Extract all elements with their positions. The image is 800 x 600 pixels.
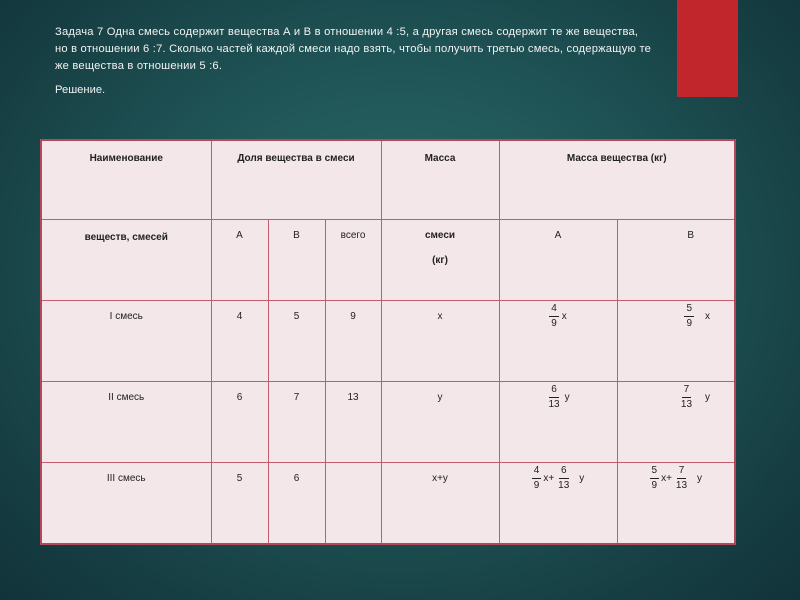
fraction (549, 303, 559, 330)
denominator: 13 (675, 480, 688, 491)
fraction (679, 384, 694, 411)
subheader-mix-mass (381, 220, 499, 301)
numerator: 6 (559, 465, 569, 479)
variable: x (705, 311, 711, 322)
variable: y (564, 392, 570, 403)
task-line-1: Задача 7 Одна смесь содержит вещества А и В в отношении 4 :5, а другая смесь содержит те же вещества, (55, 26, 639, 38)
numerator: 6 (549, 384, 559, 398)
row-name: II смесь (41, 382, 211, 463)
row-a: 5 (211, 463, 268, 545)
subheader-a: А (211, 220, 268, 301)
variable: y (697, 473, 703, 484)
table-row (41, 382, 735, 463)
row-mass: x (381, 301, 499, 382)
task-line-3: же вещества в отношении 5 :6. (55, 60, 223, 72)
row-total: 13 (325, 382, 381, 463)
row-name: III смесь (41, 463, 211, 545)
denominator: 9 (533, 480, 540, 491)
formula (500, 301, 617, 330)
formula (618, 382, 735, 411)
fraction (650, 465, 660, 492)
task-line-2: но в отношении 6 :7. Сколько частей каждой смеси надо взять, чтобы получить третью смесь, содержащую те (55, 43, 652, 55)
row-b: 6 (268, 463, 325, 545)
fraction (532, 465, 542, 492)
numerator: 4 (549, 303, 559, 317)
row-mass-a (499, 301, 617, 382)
denominator: 13 (558, 480, 570, 491)
fraction (674, 465, 689, 492)
row-mass: y (381, 382, 499, 463)
subheader-mass-b: В (617, 220, 735, 301)
table-row (41, 301, 735, 382)
fraction (556, 465, 571, 492)
formula (500, 463, 617, 492)
row-mass: x+y (381, 463, 499, 545)
formula (618, 301, 735, 330)
row-total: 9 (325, 301, 381, 382)
variable: y (705, 392, 711, 403)
table-header-row (41, 140, 735, 220)
row-b: 5 (268, 301, 325, 382)
row-mass-a (499, 382, 617, 463)
variable: x (561, 311, 567, 322)
numerator: 7 (677, 465, 687, 479)
row-name: I смесь (41, 301, 211, 382)
row-mass-b (617, 463, 735, 545)
denominator: 9 (686, 318, 693, 329)
denominator: 9 (551, 318, 557, 329)
row-total (325, 463, 381, 545)
header-share (211, 140, 381, 220)
table-row (41, 463, 735, 545)
subheader-mix-mass-line2: (кг) (432, 255, 448, 266)
subheader-mix-mass-line1: смеси (424, 230, 456, 241)
header-share-text: Доля вещества в смеси (237, 153, 355, 164)
table-subheader-row (41, 220, 735, 301)
subheader-name: веществ, смесей (41, 220, 211, 301)
header-substance-mass: Масса вещества (кг) (499, 140, 735, 220)
denominator: 9 (651, 480, 658, 491)
denominator: 13 (680, 399, 693, 410)
denominator: 13 (548, 399, 560, 410)
numerator: 5 (650, 465, 660, 479)
row-a: 4 (211, 301, 268, 382)
fraction (546, 384, 561, 411)
row-b: 7 (268, 382, 325, 463)
fraction (684, 303, 694, 330)
subheader-b: В (268, 220, 325, 301)
header-name: Наименование (41, 140, 211, 220)
numerator: 4 (532, 465, 542, 479)
row-a: 6 (211, 382, 268, 463)
row-mass-b (617, 382, 735, 463)
variable: x+ (543, 473, 555, 484)
task-statement (55, 24, 745, 75)
numerator: 7 (682, 384, 692, 398)
row-mass-a (499, 463, 617, 545)
formula (500, 382, 617, 411)
header-mass: Масса (381, 140, 499, 220)
variable: x+ (661, 473, 672, 484)
subheader-mass-a: А (499, 220, 617, 301)
numerator: 5 (684, 303, 694, 317)
subheader-total: всего (325, 220, 381, 301)
solution-label: Решение. (55, 84, 106, 96)
solution-table (40, 139, 736, 545)
formula (618, 463, 735, 492)
variable: y (579, 473, 585, 484)
row-mass-b (617, 301, 735, 382)
